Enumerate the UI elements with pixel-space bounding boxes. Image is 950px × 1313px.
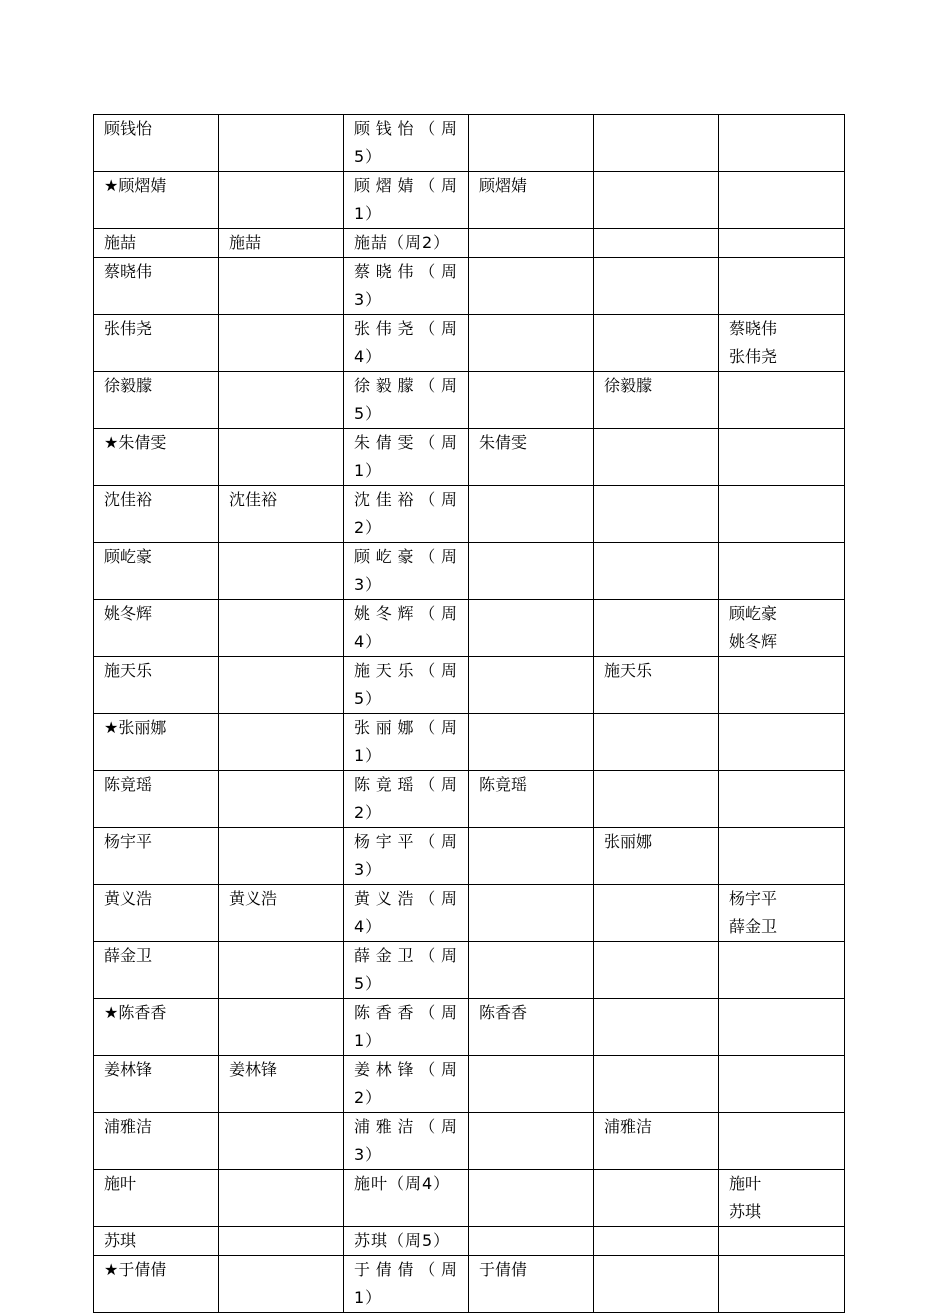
c4-cell — [469, 885, 594, 942]
c6-cell — [719, 372, 845, 429]
c4-cell — [469, 115, 594, 172]
c5-cell — [594, 229, 719, 258]
c2-cell — [219, 999, 344, 1056]
name-cell — [94, 999, 219, 1056]
table-row — [94, 543, 845, 600]
table-row — [94, 1056, 845, 1113]
c4-cell — [469, 1056, 594, 1113]
name-cell — [94, 315, 219, 372]
c5-cell — [594, 714, 719, 771]
c2-cell — [219, 1256, 344, 1313]
student-name: 苏琪 — [104, 1231, 137, 1250]
student-name: 姚冬辉 — [104, 604, 153, 623]
c6-line: 张伟尧 — [729, 347, 778, 366]
c5-cell — [594, 1170, 719, 1227]
c5-cell — [594, 258, 719, 315]
table-row — [94, 999, 845, 1056]
c4-cell — [469, 1170, 594, 1227]
c3-cell: 杨宇平（周3） — [344, 828, 469, 885]
table-row — [94, 885, 845, 942]
c6-line: 杨宇平 — [729, 889, 778, 908]
c4-cell — [469, 372, 594, 429]
name-cell — [94, 1056, 219, 1113]
star-icon: ★ — [104, 718, 119, 737]
c2-cell — [219, 1227, 344, 1256]
student-name: 沈佳裕 — [104, 490, 153, 509]
c5-cell: 张丽娜 — [594, 828, 719, 885]
c4-cell — [469, 657, 594, 714]
c3-cell: 姚冬辉（周4） — [344, 600, 469, 657]
name-cell — [94, 1113, 219, 1170]
c6-cell — [719, 1056, 845, 1113]
c5-cell — [594, 429, 719, 486]
name-cell — [94, 543, 219, 600]
c3-cell: 徐毅朦（周5） — [344, 372, 469, 429]
c2-cell — [219, 942, 344, 999]
c5-cell — [594, 1256, 719, 1313]
table-row — [94, 828, 845, 885]
student-name: 施叶 — [104, 1174, 137, 1193]
name-cell — [94, 600, 219, 657]
student-name: 姜林锋 — [104, 1060, 153, 1079]
c4-cell: 陈香香 — [469, 999, 594, 1056]
c3-cell: 苏琪（周5） — [344, 1227, 469, 1256]
table-row — [94, 372, 845, 429]
c5-cell — [594, 1056, 719, 1113]
student-name: 张伟尧 — [104, 319, 153, 338]
c6-line: 姚冬辉 — [729, 632, 778, 651]
c6-cell — [719, 885, 845, 942]
c3-cell: 陈香香（周1） — [344, 999, 469, 1056]
c6-cell — [719, 429, 845, 486]
c6-line: 苏琪 — [729, 1202, 762, 1221]
student-name: 徐毅朦 — [104, 376, 153, 395]
c2-cell — [219, 172, 344, 229]
c4-cell: 陈竟瑶 — [469, 771, 594, 828]
table-row — [94, 172, 845, 229]
c5-cell: 浦雅洁 — [594, 1113, 719, 1170]
name-cell — [94, 714, 219, 771]
c5-cell — [594, 885, 719, 942]
student-name: 顾熠婧 — [118, 176, 167, 195]
c6-cell — [719, 172, 845, 229]
table-row — [94, 115, 845, 172]
c4-cell — [469, 543, 594, 600]
c3-cell: 施天乐（周5） — [344, 657, 469, 714]
c2-cell — [219, 714, 344, 771]
c2-cell — [219, 115, 344, 172]
c2-cell: 沈佳裕 — [219, 486, 344, 543]
c4-cell: 朱倩雯 — [469, 429, 594, 486]
c6-cell — [719, 600, 845, 657]
c4-cell — [469, 1227, 594, 1256]
c4-cell: 顾熠婧 — [469, 172, 594, 229]
c4-cell — [469, 229, 594, 258]
c3-cell: 姜林锋（周2） — [344, 1056, 469, 1113]
c5-cell: 施天乐 — [594, 657, 719, 714]
roster-body — [94, 115, 845, 1313]
student-name: 于倩倩 — [118, 1260, 167, 1279]
c6-cell — [719, 828, 845, 885]
c2-cell — [219, 543, 344, 600]
c6-cell — [719, 657, 845, 714]
name-cell — [94, 229, 219, 258]
c5-cell — [594, 771, 719, 828]
table-row — [94, 258, 845, 315]
student-name: 浦雅洁 — [104, 1117, 153, 1136]
c2-cell — [219, 315, 344, 372]
student-name: 黄义浩 — [104, 889, 153, 908]
name-cell — [94, 258, 219, 315]
table-row — [94, 942, 845, 999]
c6-line: 顾屹豪 — [729, 604, 778, 623]
star-icon: ★ — [104, 433, 119, 452]
name-cell — [94, 486, 219, 543]
c3-cell: 顾熠婧（周1） — [344, 172, 469, 229]
student-name: 杨宇平 — [104, 832, 153, 851]
c2-cell — [219, 1113, 344, 1170]
c5-cell — [594, 942, 719, 999]
c3-cell: 沈佳裕（周2） — [344, 486, 469, 543]
c2-cell — [219, 372, 344, 429]
name-cell — [94, 1170, 219, 1227]
c4-cell — [469, 600, 594, 657]
table-row — [94, 600, 845, 657]
roster-table — [93, 114, 845, 1313]
c5-cell: 徐毅朦 — [594, 372, 719, 429]
name-cell — [94, 942, 219, 999]
c3-cell: 陈竟瑶（周2） — [344, 771, 469, 828]
table-row — [94, 429, 845, 486]
c6-line: 薛金卫 — [729, 917, 778, 936]
c4-cell — [469, 828, 594, 885]
student-name: 陈竟瑶 — [104, 775, 153, 794]
c5-cell — [594, 486, 719, 543]
c6-cell — [719, 771, 845, 828]
c4-cell — [469, 486, 594, 543]
c3-cell: 蔡晓伟（周3） — [344, 258, 469, 315]
c3-cell: 张伟尧（周4） — [344, 315, 469, 372]
c3-cell: 顾屹豪（周3） — [344, 543, 469, 600]
name-cell — [94, 372, 219, 429]
student-name: 施天乐 — [104, 661, 153, 680]
name-cell — [94, 115, 219, 172]
name-cell — [94, 1227, 219, 1256]
c3-cell: 黄义浩（周4） — [344, 885, 469, 942]
c3-cell: 顾钱怡（周5） — [344, 115, 469, 172]
c2-cell — [219, 828, 344, 885]
c6-cell — [719, 942, 845, 999]
c3-cell: 浦雅洁（周3） — [344, 1113, 469, 1170]
c5-cell — [594, 999, 719, 1056]
c3-cell: 张丽娜（周1） — [344, 714, 469, 771]
student-name: 薛金卫 — [104, 946, 153, 965]
table-row — [94, 486, 845, 543]
table-row — [94, 771, 845, 828]
c5-cell — [594, 1227, 719, 1256]
c5-cell — [594, 543, 719, 600]
c6-cell — [719, 1113, 845, 1170]
c3-cell: 薛金卫（周5） — [344, 942, 469, 999]
c5-cell — [594, 115, 719, 172]
name-cell — [94, 828, 219, 885]
c2-cell — [219, 1170, 344, 1227]
name-cell — [94, 429, 219, 486]
c6-cell — [719, 229, 845, 258]
c2-cell — [219, 258, 344, 315]
name-cell — [94, 657, 219, 714]
c4-cell — [469, 714, 594, 771]
student-name: 顾屹豪 — [104, 547, 153, 566]
c6-cell — [719, 486, 845, 543]
c4-cell — [469, 315, 594, 372]
c6-cell — [719, 543, 845, 600]
table-row — [94, 1170, 845, 1227]
c3-cell: 于倩倩（周1） — [344, 1256, 469, 1313]
name-cell — [94, 172, 219, 229]
c3-cell: 施喆（周2） — [344, 229, 469, 258]
c2-cell — [219, 429, 344, 486]
c4-cell — [469, 258, 594, 315]
star-icon: ★ — [104, 1260, 119, 1279]
c2-cell — [219, 657, 344, 714]
table-row — [94, 1113, 845, 1170]
c5-cell — [594, 315, 719, 372]
name-cell — [94, 1256, 219, 1313]
c3-cell: 施叶（周4） — [344, 1170, 469, 1227]
table-row — [94, 315, 845, 372]
c2-cell: 姜林锋 — [219, 1056, 344, 1113]
student-name: 施喆 — [104, 233, 137, 252]
c6-cell — [719, 999, 845, 1056]
c6-cell — [719, 1227, 845, 1256]
name-cell — [94, 771, 219, 828]
student-name: 陈香香 — [118, 1003, 167, 1022]
c2-cell — [219, 771, 344, 828]
c5-cell — [594, 600, 719, 657]
c6-cell — [719, 1256, 845, 1313]
c6-cell — [719, 115, 845, 172]
c3-cell: 朱倩雯（周1） — [344, 429, 469, 486]
table-row — [94, 1256, 845, 1313]
c2-cell — [219, 600, 344, 657]
c6-cell — [719, 258, 845, 315]
table-row — [94, 657, 845, 714]
c6-line: 蔡晓伟 — [729, 319, 778, 338]
c4-cell — [469, 1113, 594, 1170]
c4-cell: 于倩倩 — [469, 1256, 594, 1313]
table-row — [94, 1227, 845, 1256]
student-name: 张丽娜 — [118, 718, 167, 737]
c6-cell — [719, 315, 845, 372]
student-name: 顾钱怡 — [104, 119, 153, 138]
c4-cell — [469, 942, 594, 999]
name-cell — [94, 885, 219, 942]
c2-cell: 施喆 — [219, 229, 344, 258]
c6-line: 施叶 — [729, 1174, 762, 1193]
c6-cell — [719, 1170, 845, 1227]
c2-cell: 黄义浩 — [219, 885, 344, 942]
table-row — [94, 714, 845, 771]
star-icon: ★ — [104, 1003, 119, 1022]
star-icon: ★ — [104, 176, 119, 195]
table-row — [94, 229, 845, 258]
student-name: 朱倩雯 — [118, 433, 167, 452]
c6-cell — [719, 714, 845, 771]
student-name: 蔡晓伟 — [104, 262, 153, 281]
c5-cell — [594, 172, 719, 229]
